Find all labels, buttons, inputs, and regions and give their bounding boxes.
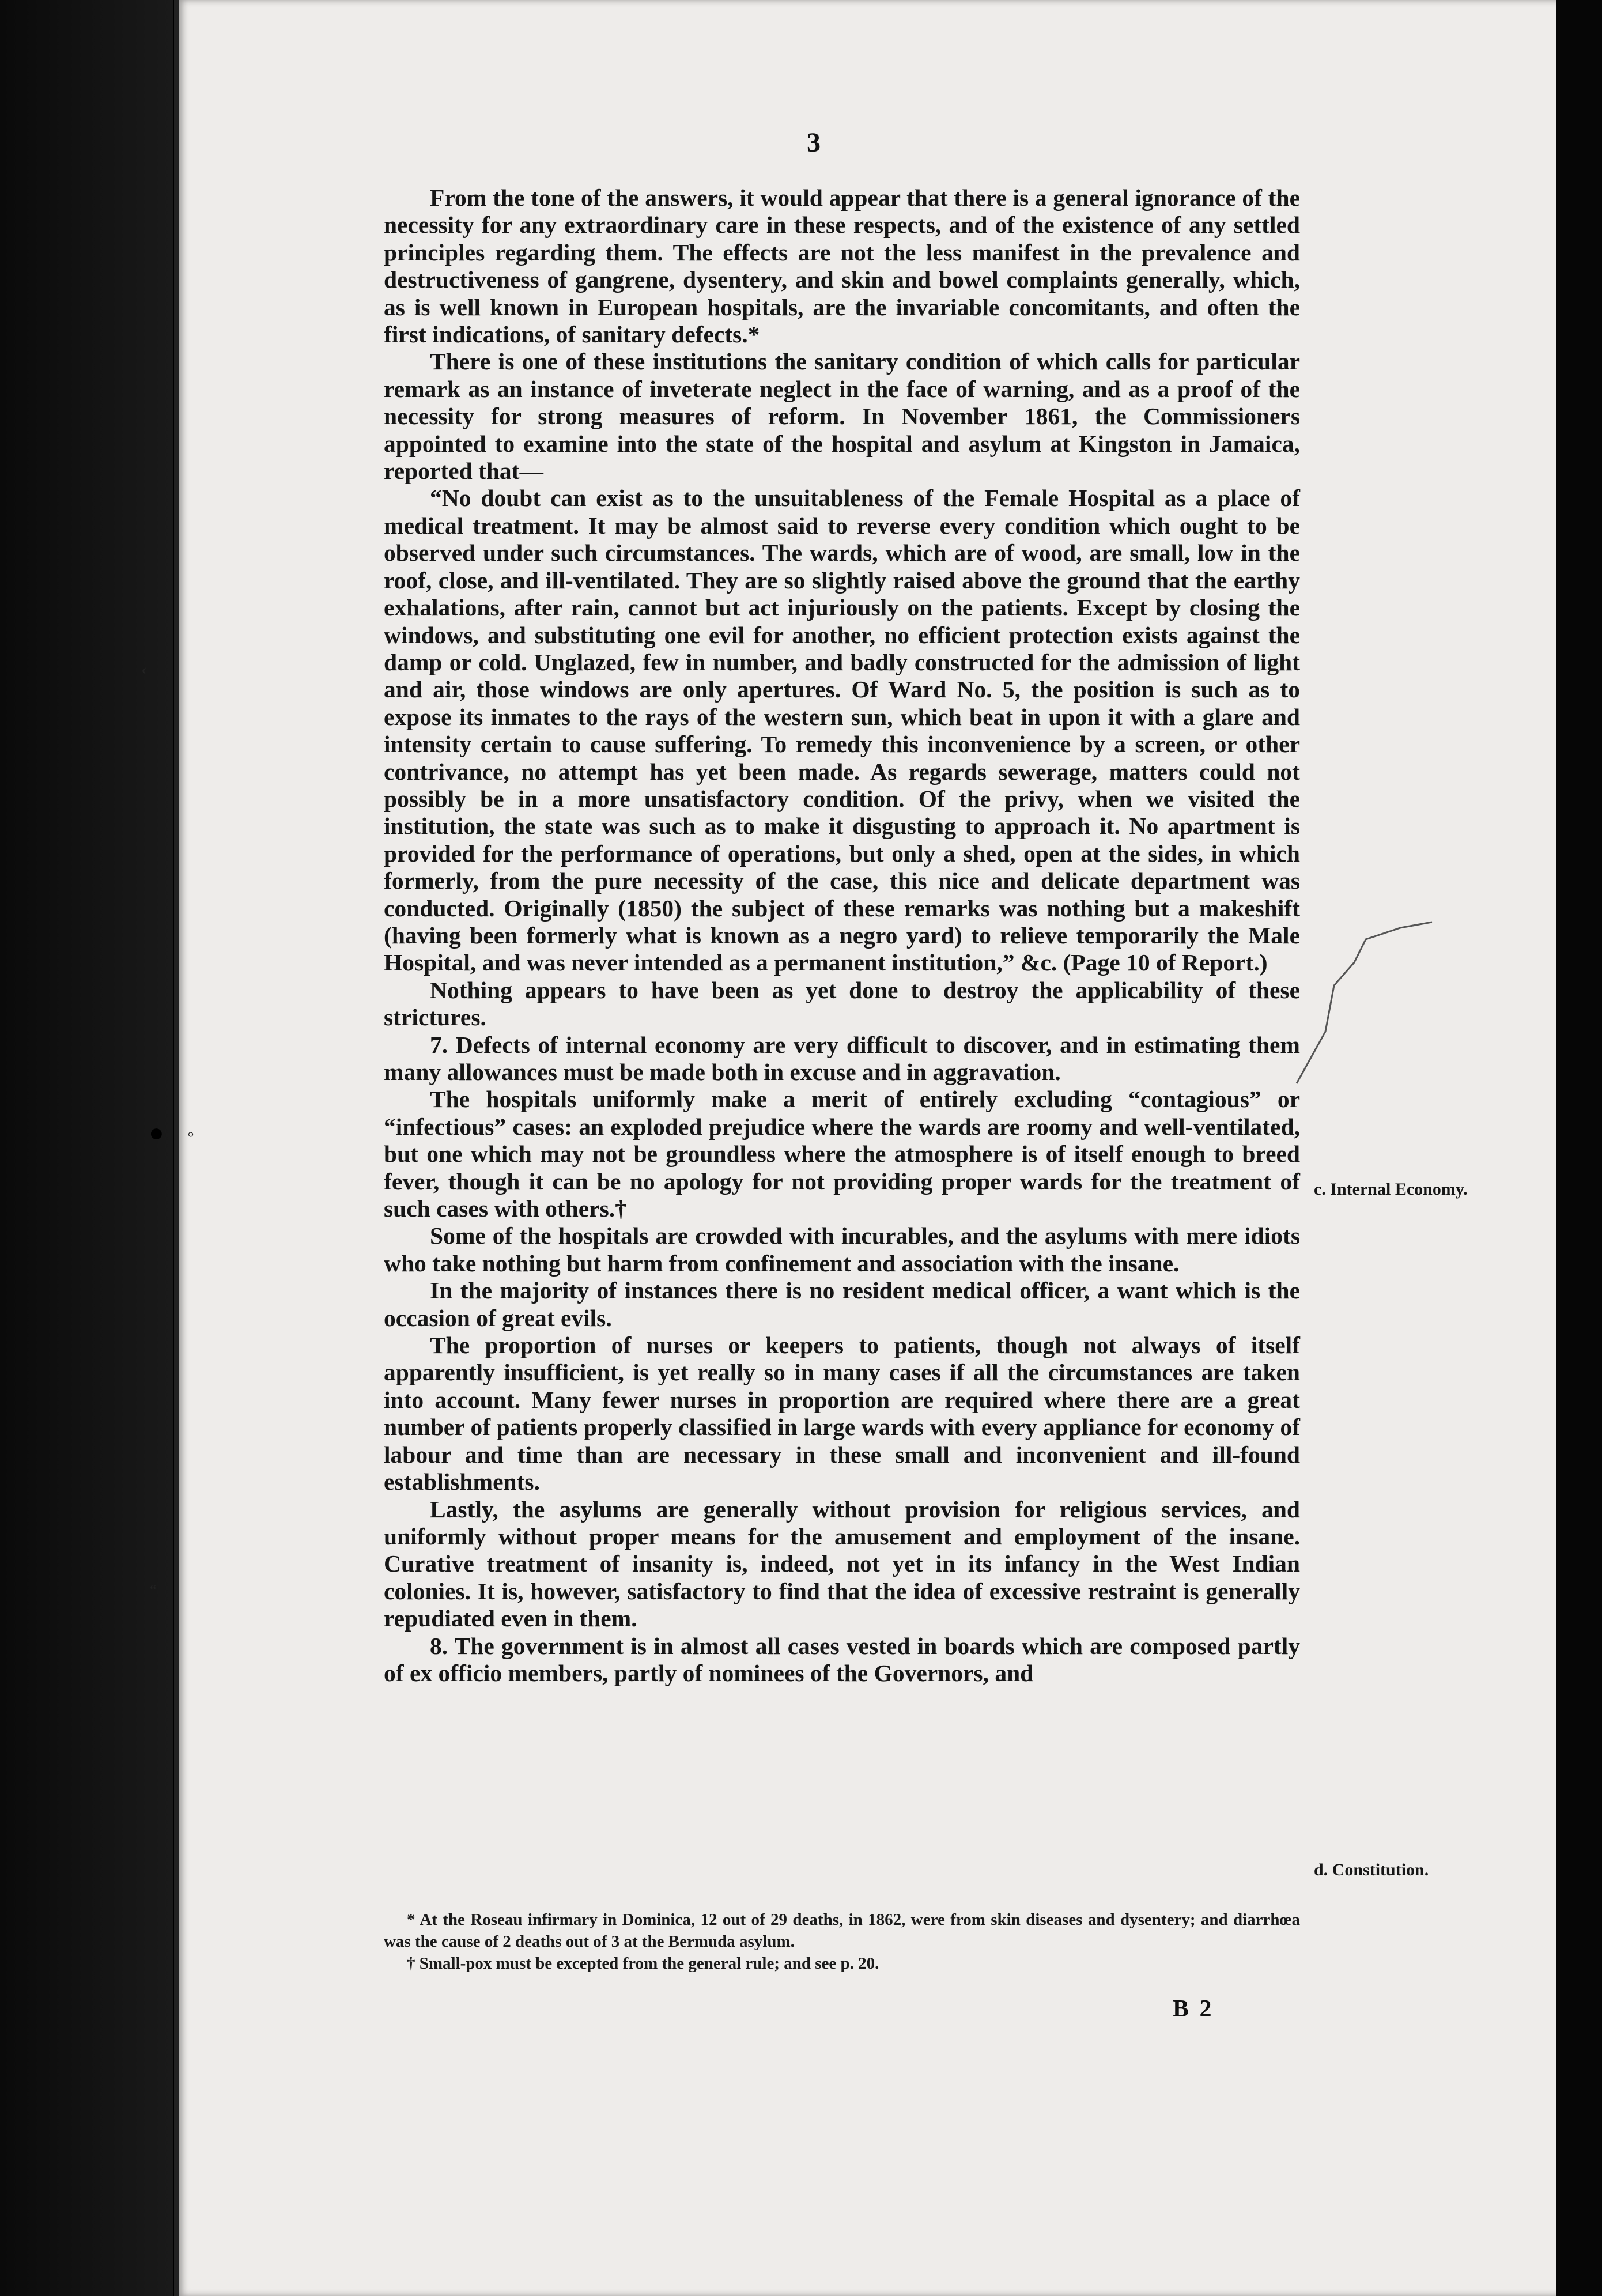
paragraph: Lastly, the asylums are generally without provision for religious services, and uniformly without proper means for the amusement and employment of the insane. Curative treatment of insanity is, indeed, not yet in its infancy in the West Indian colonies. It is, however, satisfactory to find that the idea of excessive restraint is generally repudiated even in them. xyxy=(384,1496,1300,1632)
section-7-paragraph: 7. Defects of internal economy are very difficult to discover, and in estimating them many allowances must be made both in excuse and in aggravation. xyxy=(384,1031,1300,1085)
paragraph: Some of the hospitals are crowded with incurables, and the asylums with mere idiots who take nothing but harm from confinement and association with the insane. xyxy=(384,1222,1300,1277)
footnote: † Small-pox must be excepted from the general rule; and see p. 20. xyxy=(407,1954,879,1973)
paragraph: In the majority of instances there is no resident medical officer, a want which is the occasion of great evils. xyxy=(384,1277,1300,1331)
footnotes xyxy=(384,1909,1300,1974)
paragraph: The hospitals uniformly make a merit of entirely excluding “contagious” or “infectious” cases: an exploded prejudice where the wards are roomy and well-ventilated, but one which may not be groundless where the atmosphere is of itself enough to breed fever, though it can be no apology for not providing proper wards for the treatment of such cases with others.† xyxy=(384,1086,1300,1222)
scan-background-left xyxy=(0,0,173,2296)
paragraph: The proportion of nurses or keepers to patients, though not always of itself apparently insufficient, is yet really so in many cases if all the circumstances are taken into account. Many fewer nurses in proportion are required where there are a great number of patients properly classified in large wards with every appliance for economy of labour and time than are necessary in these small and inconvenient and ill-found establishments. xyxy=(384,1332,1300,1496)
scan-speck: ◦ xyxy=(187,1124,195,1145)
scan-speck: “ xyxy=(150,1582,157,1599)
paragraph: There is one of these institutions the sanitary condition of which calls for particular remark as an instance of inveterate neglect in the face of warning, and as a proof of the necessity for strong measures of reform. In November 1861, the Commissioners appointed to examine into the state of the hospital and asylum at Kingston in Jamaica, reported that— xyxy=(384,348,1300,485)
paper-tear-line xyxy=(1285,916,1435,1101)
margin-note-internal-economy: c. Internal Economy. xyxy=(1314,1180,1468,1199)
signature-mark: B 2 xyxy=(1173,1996,1214,2022)
page-number: 3 xyxy=(807,127,821,158)
margin-note-constitution: d. Constitution. xyxy=(1314,1860,1429,1879)
section-8-paragraph: 8. The government is in almost all cases vested in boards which are composed partly of ex officio members, partly of nominees of the Governors, and xyxy=(384,1632,1300,1686)
scan-speck: ‹ xyxy=(141,660,147,679)
scan-background-right xyxy=(1556,0,1602,2296)
scan-speck: ● xyxy=(149,1119,164,1147)
body-text xyxy=(384,184,1300,1687)
paragraph: Nothing appears to have been as yet done to destroy the applicability of these strictures. xyxy=(384,976,1300,1031)
quoted-paragraph: “No doubt can exist as to the unsuitableness of the Female Hospital as a place of medical treatment. It may be almost said to reverse every condition which ought to be observed under such circumstances. The wards, which are of wood, are small, low in the roof, close, and ill-ventilated. They are so slightly raised above the ground that the earthy exhalations, after rain, cannot but act injuriously on the patients. Except by closing the windows, and substituting one evil for another, no efficient protection exists against the damp or cold. Unglazed, few in number, and badly constructed for the admission of light and air, those windows are only apertures. Of Ward No. 5, the position is such as to expose its inmates to the rays of the western sun, which beat in upon it with a glare and intensity certain to cause suffering. To remedy this inconvenience by a screen, or other contrivance, no attempt has yet been made. As regards sewerage, matters could not possibly be in a more unsatisfactory condition. Of the privy, when we visited the institution, the state was such as to make it disgusting to approach it. No apartment is provided for the performance of operations, but only a shed, open at the sides, in which formerly, from the pure necessity of the case, this nice and delicate department was conducted. Originally (1850) the subject of these remarks was nothing but a makeshift (having been formerly what is known as a negro yard) to relieve temporarily the Male Hospital, and was never intended as a permanent institution,” &c. (Page 10 of Report.) xyxy=(384,485,1300,976)
footnote: * At the Roseau infirmary in Dominica, 12 out of 29 deaths, in 1862, were from skin diseases and dysentery; and diarrhœa was the cause of 2 deaths out of 3 at the Bermuda asylum. xyxy=(384,1910,1300,1951)
paragraph: From the tone of the answers, it would appear that there is a general ignorance of the necessity for any extraordinary care in these respects, and of the existence of any settled principles regarding them. The effects are not the less manifest in the prevalence and destructiveness of gangrene, dysentery, and skin and bowel complaints generally, which, as is well known in European hospitals, are the invariable concomitants, and often the first indications, of sanitary defects.* xyxy=(384,184,1300,348)
